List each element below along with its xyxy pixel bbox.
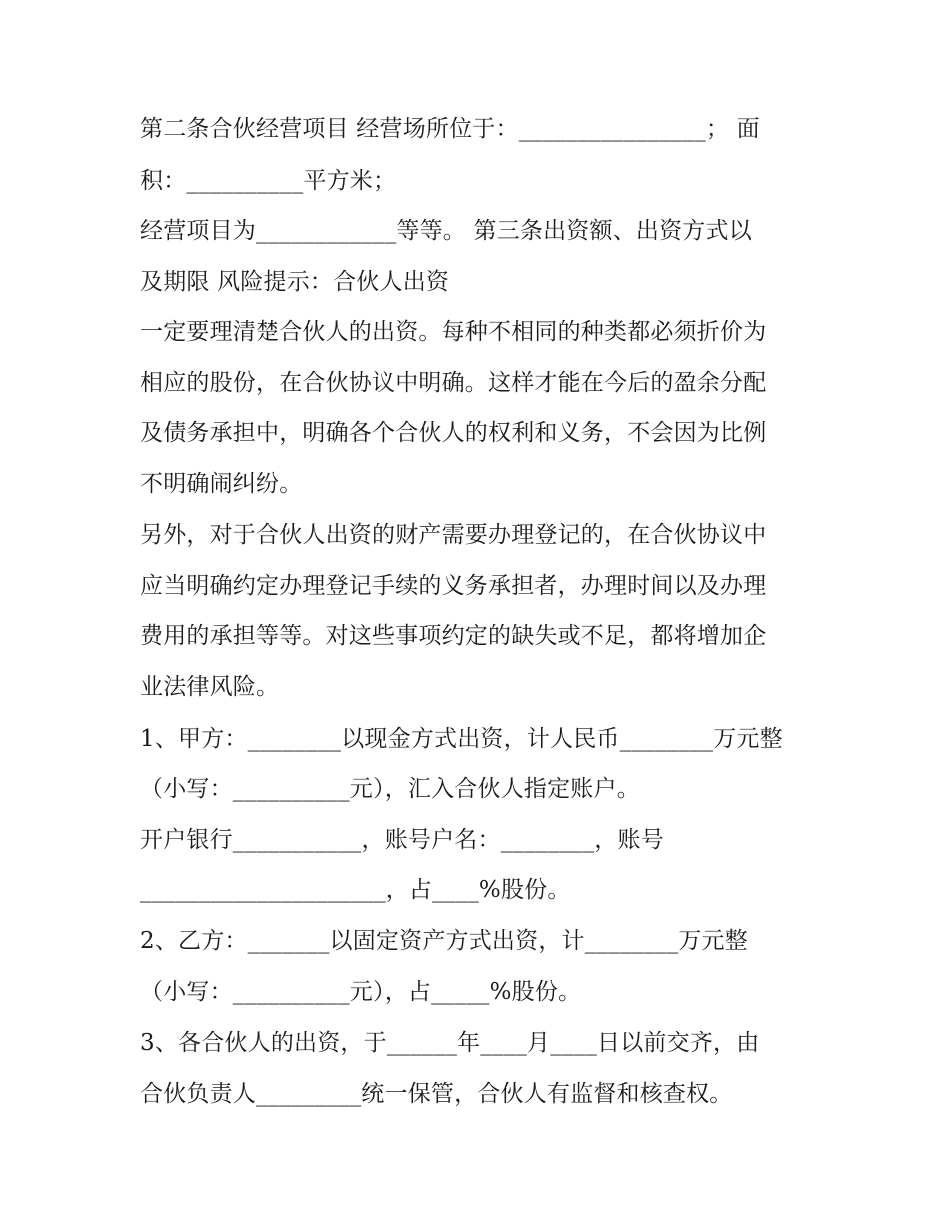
text-line: 业法律风险。 [140, 674, 280, 700]
text-line: 不明确闹纠纷。 [140, 471, 303, 497]
text-line: 一定要理清楚合伙人的出资。每种不相同的种类都必须折价为 [140, 319, 767, 345]
text-line: 另外，对于合伙人出资的财产需要办理登记的，在合伙协议中 [140, 522, 767, 548]
text-line: 及债务承担中，明确各个合伙人的权利和义务，不会因为比例 [140, 420, 767, 446]
text-line: 积：__________平方米； [140, 168, 397, 194]
text-line: （小写：__________元），占_____%股份。 [140, 979, 582, 1005]
text-line: 2、乙方：_______以固定资产方式出资，计________万元整 [140, 928, 748, 954]
text-line: 合伙负责人_________统一保管，合伙人有监督和核查权。 [140, 1081, 733, 1107]
text-line: _____________________，占____%股份。 [140, 877, 571, 903]
text-line: 开户银行___________，账号户名：________，账号 [140, 827, 664, 853]
text-line: 第二条合伙经营项目 经营场所位于：________________； 面 [140, 116, 760, 142]
text-line: 费用的承担等等。对这些事项约定的缺失或不足，都将增加企 [140, 623, 767, 649]
text-line: 相应的股份，在合伙协议中明确。这样才能在今后的盈余分配 [140, 370, 767, 396]
text-line: 及期限 风险提示：合伙人出资 [140, 269, 450, 295]
text-line: 1、甲方：________以现金方式出资，计人民币________万元整 [140, 726, 783, 752]
text-line: 经营项目为____________等等。 第三条出资额、出资方式以 [140, 218, 752, 244]
text-line: （小写：__________元），汇入合伙人指定账户。 [140, 776, 640, 802]
text-line: 3、各合伙人的出资，于______年____月____日以前交齐，由 [140, 1030, 760, 1056]
text-line: 应当明确约定办理登记手续的义务承担者，办理时间以及办理 [140, 573, 767, 599]
